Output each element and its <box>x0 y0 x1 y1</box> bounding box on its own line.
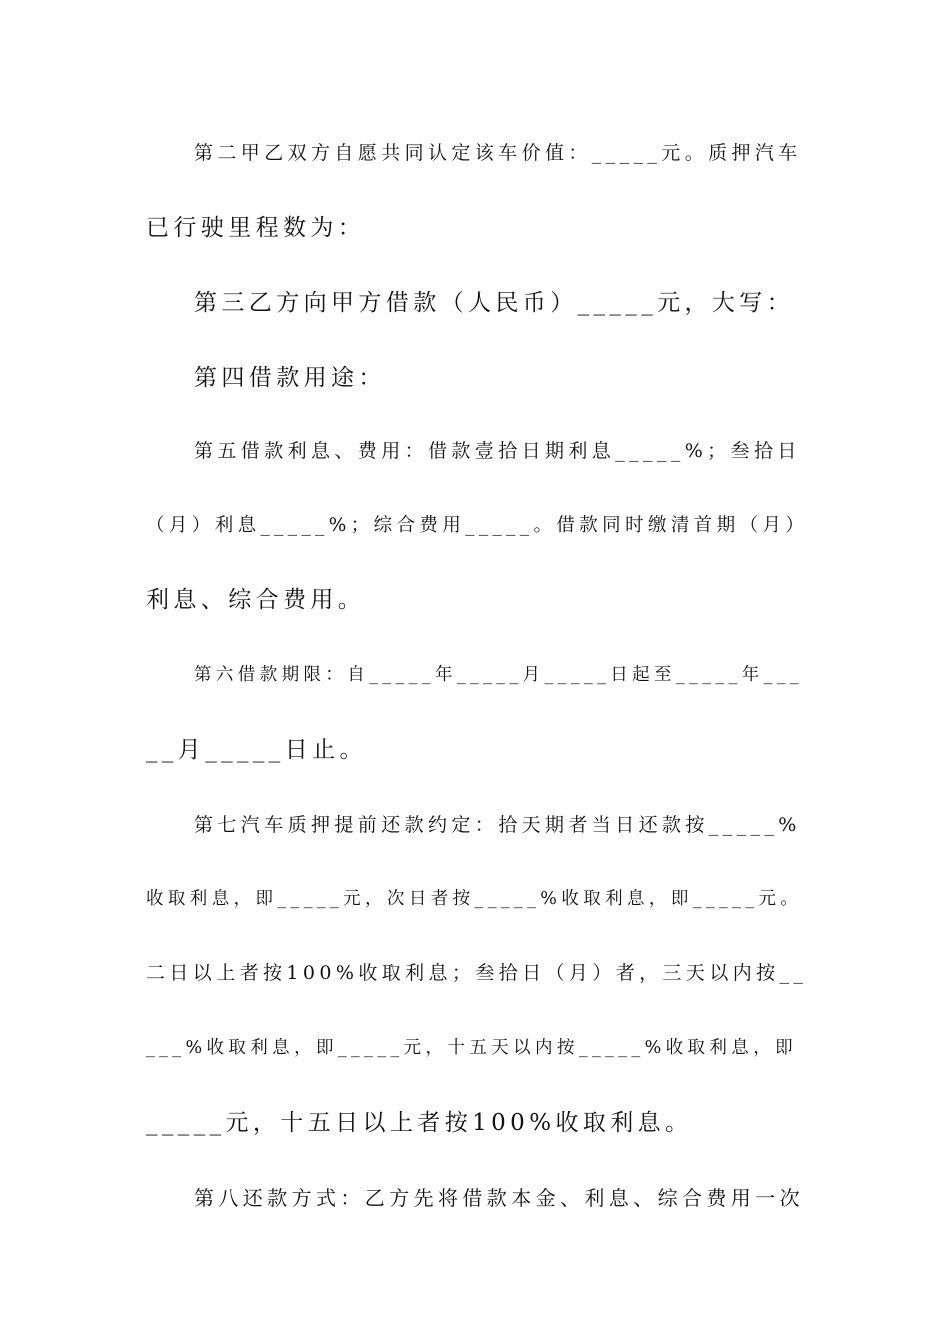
clause-6-line-1: 第六借款期限：自_____年_____月_____日起至_____年___ <box>194 665 804 685</box>
clause-7-line-4: ___%收取利息，即_____元，十五天以内按_____%收取利息，即 <box>146 1038 798 1058</box>
clause-4-line-1: 第四借款用途： <box>194 365 386 391</box>
clause-7-line-1: 第七汽车质押提前还款约定：拾天期者当日还款按_____% <box>194 814 801 836</box>
clause-2-line-1: 第二甲乙双方自愿共同认定该车价值：_____元。质押汽车 <box>194 142 802 164</box>
clause-2-line-2: 已行驶里程数为： <box>146 215 366 241</box>
clause-7-line-5: _____元，十五日以上者按100%收取利息。 <box>146 1110 693 1136</box>
clause-7-line-2: 收取利息，即_____元，次日者按_____%收取利息，即_____元。 <box>146 889 803 909</box>
clause-5-line-3: 利息、综合费用。 <box>146 587 366 613</box>
clause-7-line-3: 二日以上者按100%收取利息；叁拾日（月）者，三天以内按__ <box>146 962 808 984</box>
clause-5-line-1: 第五借款利息、费用：借款壹拾日期利息_____%；叁拾日 <box>194 440 801 462</box>
clause-3-line-1: 第三乙方向甲方借款（人民币）_____元，大写： <box>194 290 795 316</box>
clause-8-line-1: 第八还款方式：乙方先将借款本金、利息、综合费用一次 <box>194 1186 804 1210</box>
clause-5-line-2: （月）利息_____%；综合费用_____。借款同时缴清首期（月） <box>146 515 809 536</box>
clause-6-line-2: __月_____日止。 <box>146 737 367 763</box>
